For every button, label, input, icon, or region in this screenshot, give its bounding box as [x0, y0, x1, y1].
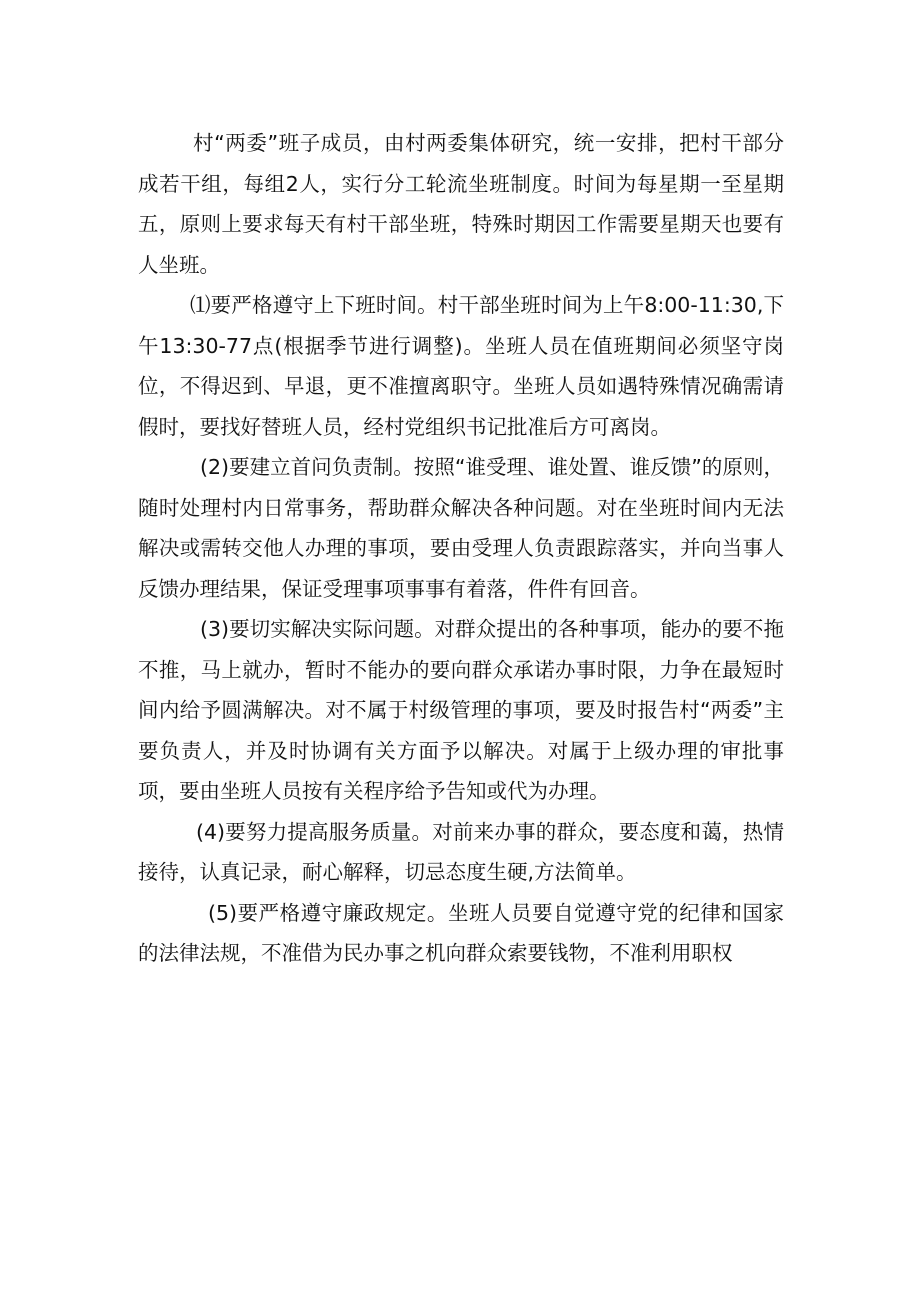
document-body	[138, 123, 784, 974]
paragraph-rule-1: ⑴要严格遵守上下班时间。村干部坐班时间为上午8:00-11:30,下午13:30-77点(根据季节进行调整)。坐班人员在值班期间必须坚守岗位，不得迟到、早退，更不准擅离职守。坐班人员如遇特殊情况确需请假时，要找好替班人员，经村党组织书记批准后方可离岗。	[138, 293, 784, 439]
paragraph-rule-4: (4)要努力提高服务质量。对前来办事的群众，要态度和蔼，热情接待，认真记录，耐心解释，切忌态度生硬,方法简单。	[138, 819, 784, 884]
paragraph-rule-3: (3)要切实解决实际问题。对群众提出的各种事项，能办的要不拖不推，马上就办，暂时不能办的要向群众承诺办事时限，力争在最短时间内给予圆满解决。对不属于村级管理的事项，要及时报告村“两委”主要负责人，并及时协调有关方面予以解决。对属于上级办理的审批事项，要由坐班人员按有关程序给予告知或代为办理。	[138, 617, 784, 803]
paragraph-intro: 村“两委”班子成员，由村两委集体研究，统一安排，把村干部分成若干组，每组2人，实行分工轮流坐班制度。时间为每星期一至星期五，原则上要求每天有村干部坐班，特殊时期因工作需要星期天也要有人坐班。	[138, 131, 784, 277]
paragraph-rule-5: (5)要严格遵守廉政规定。坐班人员要自觉遵守党的纪律和国家的法律法规，不准借为民办事之机向群众索要钱物，不准利用职权	[138, 900, 784, 965]
paragraph-rule-2: (2)要建立首问负责制。按照“谁受理、谁处置、谁反馈”的原则，随时处理村内日常事务，帮助群众解决各种问题。对在坐班时间内无法解决或需转交他人办理的事项，要由受理人负责跟踪落实，并向当事人反馈办理结果，保证受理事项事事有着落，件件有回音。	[138, 455, 784, 601]
